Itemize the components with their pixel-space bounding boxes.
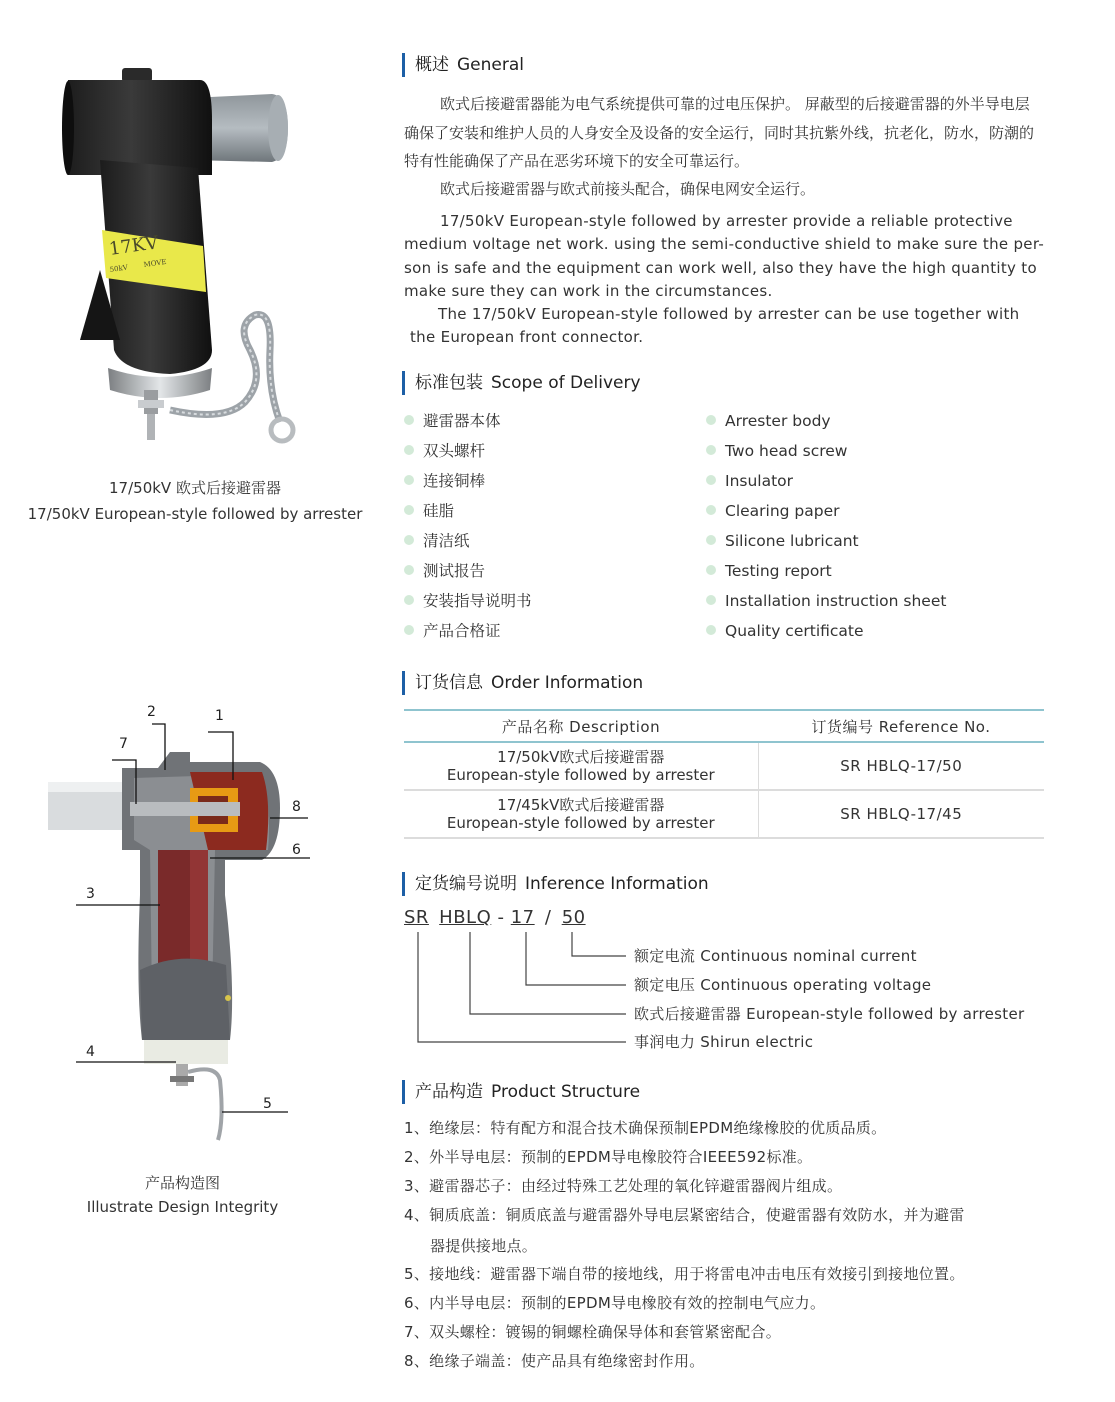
inference-label-product: 欧式后接避雷器 European-style followed by arrester [634, 1005, 1025, 1023]
bullet-icon [404, 595, 414, 605]
section-title-cn: 订货信息 [415, 673, 483, 693]
section-title-cn: 定货编号说明 [415, 874, 517, 894]
delivery-item-cn: 测试报告 [404, 560, 485, 582]
diagram-label-6: 6 [292, 842, 301, 858]
inference-label-current: 额定电流 Continuous nominal current [634, 947, 917, 965]
general-paragraph-en-2: The 17/50kV European-style followed by arrester can be use together with the European front connector. [410, 305, 1020, 347]
section-title-en: Order Information [491, 673, 644, 693]
structure-item: 7、双头螺栓：镀锡的铜螺栓确保导体和套管紧密配合。 [404, 1323, 782, 1341]
diagram-label-7: 7 [119, 736, 128, 752]
section-title-cn: 标准包装 [415, 373, 483, 393]
section-title-en: General [457, 55, 524, 75]
bullet-icon [404, 565, 414, 575]
structure-item: 3、避雷器芯子：由经过特殊工艺处理的氧化锌避雷器阀片组成。 [404, 1177, 843, 1195]
bullet-icon [404, 535, 414, 545]
product-name-en: European-style followed by arrester [446, 814, 715, 832]
structure-item-continued: 器提供接地点。 [430, 1237, 538, 1255]
structure-item: 4、铜质底盖：铜质底盖与避雷器外导电层紧密结合，使避雷器有效防水，并为避雷 [404, 1206, 965, 1224]
structure-item: 6、内半导电层：预制的EPDM导电橡胶有效的控制电气应力。 [404, 1294, 826, 1312]
bullet-icon [706, 565, 716, 575]
code-dash: - [497, 907, 505, 928]
delivery-item-en: Silicone lubricant [706, 530, 859, 552]
table-row [404, 742, 1044, 790]
structure-item: 1、绝缘层：特有配方和混合技术确保预制EPDM绝缘橡胶的优质品质。 [404, 1119, 887, 1137]
bullet-icon [706, 505, 716, 515]
bullet-icon [404, 415, 414, 425]
bullet-icon [404, 505, 414, 515]
inference-connector-lines [404, 930, 634, 1050]
code-slash: / [544, 907, 552, 928]
bullet-icon [706, 625, 716, 635]
band-label: 17KV [107, 232, 160, 260]
product-name-cn: 17/45kV欧式后接避雷器 [497, 796, 665, 814]
product-name-cell [404, 790, 758, 838]
diagram-caption-cn: 产品构造图 [144, 1174, 220, 1192]
delivery-item-en: Two head screw [706, 440, 847, 462]
product-name-en: European-style followed by arrester [446, 766, 715, 784]
delivery-item-cn: 硅脂 [404, 500, 454, 522]
table-header-row [404, 710, 1044, 742]
diagram-label-2: 2 [147, 704, 156, 720]
diagram-label-5: 5 [263, 1096, 272, 1112]
code-part-sr: SR [404, 907, 429, 928]
structure-diagram [40, 700, 330, 1150]
section-title-cn: 概述 [415, 55, 449, 75]
section-general-title [402, 53, 524, 77]
diagram-caption-en: Illustrate Design Integrity [86, 1198, 279, 1216]
bullet-icon [404, 445, 414, 455]
order-table [404, 709, 1044, 839]
section-title-cn: 产品构造 [415, 1082, 483, 1102]
inference-label-company: 事润电力 Shirun electric [634, 1033, 814, 1051]
reference-cell: SR HBLQ-17/50 [758, 742, 1044, 790]
general-paragraph-cn-2: 欧式后接避雷器与欧式前接头配合，确保电网安全运行。 [440, 180, 816, 198]
delivery-item-cn: 安装指导说明书 [404, 590, 532, 612]
code-part-17: 17 [510, 907, 535, 928]
bullet-icon [404, 625, 414, 635]
bullet-icon [404, 475, 414, 485]
delivery-item-en: Testing report [706, 560, 832, 582]
delivery-item-cn: 连接铜棒 [404, 470, 485, 492]
diagram-label-8: 8 [292, 799, 301, 815]
code-part-hblq: HBLQ [439, 907, 492, 928]
general-paragraph-en-1: 17/50kV European-style followed by arrester provide a reliable protective medium voltage net work. using the semi-conductive shield to make sure the per-son is safe and the equipment can work well, also they have the high quantity to make sure they can work in the circumstances. [404, 212, 1045, 300]
delivery-item-en: Installation instruction sheet [706, 590, 946, 612]
section-title-en: Scope of Delivery [491, 373, 641, 393]
structure-item: 8、绝缘子端盖：使产品具有绝缘密封作用。 [404, 1352, 705, 1370]
delivery-item-en: Quality certificate [706, 620, 864, 642]
diagram-label-4: 4 [86, 1044, 95, 1060]
photo-caption-cn: 17/50kV 欧式后接避雷器 [109, 479, 281, 497]
bullet-icon [706, 445, 716, 455]
general-paragraph-cn-1: 欧式后接避雷器能为电气系统提供可靠的过电压保护。 屏蔽型的后接避雷器的外半导电层确保了安装和维护人员的人身安全及设备的安全运行，同时其抗紫外线，抗老化，防水，防潮的特有性能确保了产品在恶劣环境下的安全可靠运行。 [404, 95, 1035, 170]
structure-item: 5、接地线：避雷器下端自带的接地线，用于将雷电冲击电压有效接引到接地位置。 [404, 1265, 965, 1283]
band-sub-left: 50kV [109, 263, 129, 274]
column-header-description: 产品名称 Description [404, 710, 758, 742]
section-delivery-title [402, 371, 641, 395]
delivery-item-en: Insulator [706, 470, 793, 492]
diagram-label-1: 1 [215, 708, 224, 724]
bullet-icon [706, 475, 716, 485]
reference-code [404, 907, 586, 928]
structure-item: 2、外半导电层：预制的EPDM导电橡胶符合IEEE592标准。 [404, 1148, 813, 1166]
diagram-label-3: 3 [86, 886, 95, 902]
delivery-item-cn: 双头螺杆 [404, 440, 485, 462]
bullet-icon [706, 535, 716, 545]
delivery-item-cn: 清洁纸 [404, 530, 470, 552]
photo-caption-en: 17/50kV European-style followed by arrester [27, 505, 363, 523]
band-sub-right: MOVE [143, 257, 168, 269]
column-header-reference: 订货编号 Reference No. [758, 710, 1044, 742]
reference-cell: SR HBLQ-17/45 [758, 790, 1044, 838]
code-part-50: 50 [561, 907, 586, 928]
product-name-cn: 17/50kV欧式后接避雷器 [497, 748, 665, 766]
inference-label-voltage: 额定电压 Continuous operating voltage [634, 976, 932, 994]
delivery-item-en: Arrester body [706, 410, 831, 432]
delivery-item-cn: 产品合格证 [404, 620, 501, 642]
bullet-icon [706, 595, 716, 605]
bullet-icon [706, 415, 716, 425]
section-inference-title [402, 872, 709, 896]
section-order-title [402, 671, 643, 695]
table-row [404, 790, 1044, 838]
delivery-item-en: Clearing paper [706, 500, 840, 522]
product-photo [40, 50, 310, 450]
delivery-item-cn: 避雷器本体 [404, 410, 501, 432]
section-title-en: Product Structure [491, 1082, 641, 1102]
section-structure-title [402, 1080, 640, 1104]
product-name-cell [404, 742, 758, 790]
section-title-en: Inference Information [525, 874, 709, 894]
